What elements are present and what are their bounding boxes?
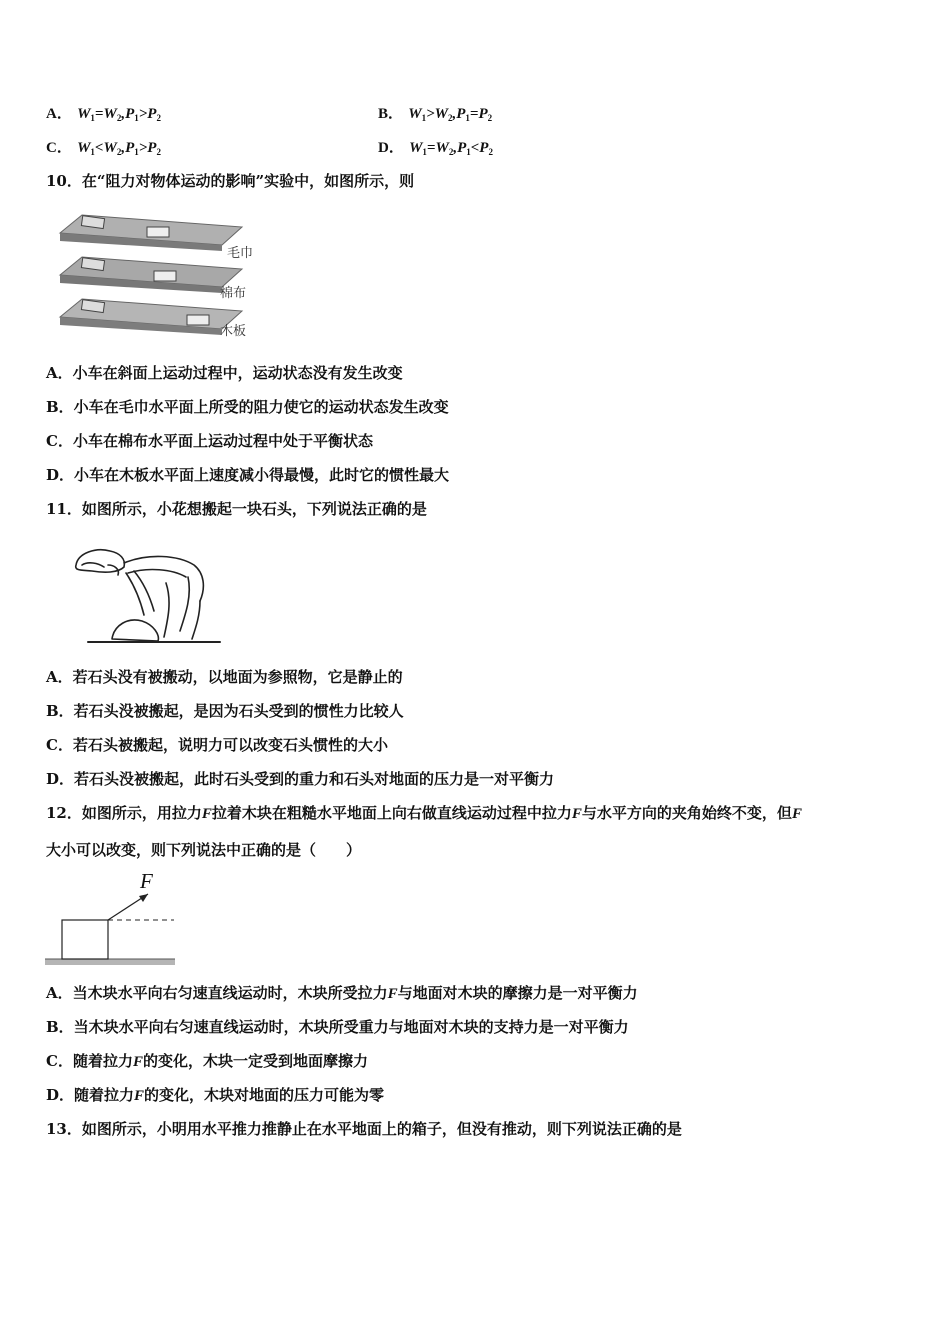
q13-stem: 13．如图所示，小明用水平推力推静止在水平地面上的箱子，但没有推动，则下列说法正确的是 — [46, 1120, 682, 1138]
q12-stem-line2: 大小可以改变，则下列说法中正确的是（ ） — [46, 841, 362, 859]
q11-girl-lifting-stone-figure — [68, 543, 228, 648]
q12-option-b: B．当木块水平向右匀速直线运动时，木块所受重力与地面对木块的支持力是一对平衡力 — [46, 1018, 629, 1036]
force-label-f: F — [140, 869, 153, 893]
q12-option-d: D．随着拉力F的变化，木块对地面的压力可能为零 — [46, 1086, 385, 1104]
q12-stem-line1: 12．如图所示，用拉力F拉着木块在粗糙水平地面上向右做直线运动过程中拉力F与水平方向的夹角始终不变，但F — [46, 804, 802, 822]
q11-option-c: C．若石头被搬起，说明力可以改变石头惯性的大小 — [46, 736, 388, 754]
q10-option-d: D．小车在木板水平面上速度减小得最慢，此时它的惯性最大 — [46, 466, 450, 484]
label-cotton: 棉布 — [220, 286, 247, 301]
q12-option-a: A．当木块水平向右匀速直线运动时，木块所受拉力F与地面对木块的摩擦力是一对平衡力 — [46, 984, 638, 1002]
q10-ramp-figure — [52, 205, 267, 340]
q11-option-b: B．若石头没被搬起，是因为石头受到的惯性力比较人 — [46, 702, 404, 720]
q12-block-force-figure — [44, 866, 179, 970]
q9-option-d: D． $W_1=W_2,P_1<P_2$ — [378, 140, 493, 157]
q9-option-c-formula: $W_1<W_2,P_1>P_2$ — [77, 140, 161, 157]
ramp-wood — [60, 299, 246, 339]
label-towel: 毛巾 — [227, 246, 254, 261]
ramp-towel — [60, 215, 253, 261]
q11-option-a: A．若石头没有被搬动，以地面为参照物，它是静止的 — [46, 668, 403, 686]
q9-option-a: A． $W_1=W_2,P_1>P_2$ — [46, 106, 161, 123]
q10-option-b: B．小车在毛巾水平面上所受的阻力使它的运动状态发生改变 — [46, 398, 449, 416]
q11-stem: 11．如图所示，小花想搬起一块石头，下列说法正确的是 — [46, 500, 427, 518]
q9-option-d-formula: $W_1=W_2,P_1<P_2$ — [409, 140, 493, 157]
q10-stem: 10．在“阻力对物体运动的影响”实验中，如图所示，则 — [46, 172, 415, 190]
q9-option-b: B． $W_1>W_2,P_1=P_2$ — [378, 106, 493, 123]
q9-option-c: C． $W_1<W_2,P_1>P_2$ — [46, 140, 161, 157]
q10-option-c: C．小车在棉布水平面上运动过程中处于平衡状态 — [46, 432, 373, 450]
ramp-cotton — [60, 257, 246, 301]
q9-option-a-formula: $W_1=W_2,P_1>P_2$ — [77, 106, 161, 123]
q9-option-b-formula: $W_1>W_2,P_1=P_2$ — [408, 106, 493, 123]
q11-option-d: D．若石头没被搬起，此时石头受到的重力和石头对地面的压力是一对平衡力 — [46, 770, 555, 788]
q10-option-a: A．小车在斜面上运动过程中，运动状态没有发生改变 — [46, 364, 403, 382]
q12-option-c: C．随着拉力F的变化，木块一定受到地面摩擦力 — [46, 1052, 368, 1070]
label-wood: 木板 — [220, 324, 247, 339]
